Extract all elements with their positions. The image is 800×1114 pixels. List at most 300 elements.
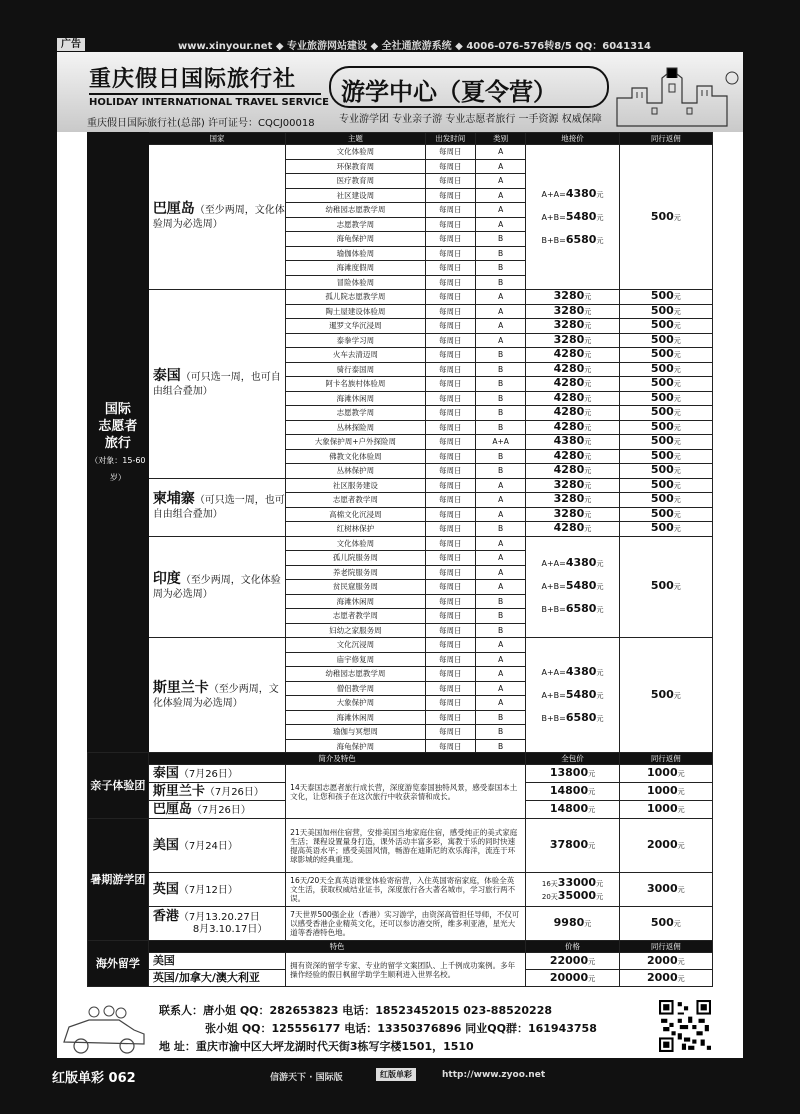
commission-value: 500 [650,333,674,346]
theme-cell: 妇幼之家服务周 [286,623,425,638]
summer-price-value-3: 9980 [553,916,585,929]
commission-cell [619,493,712,508]
local-price-cell [526,406,619,421]
departure-cell: 每周日 [425,333,475,348]
departure-cell: 每周日 [425,246,475,261]
summer-date-3: （7月13.20.27日 [178,912,260,923]
local-price-cell [526,420,619,435]
theme-cell: 骑行泰国周 [286,362,425,377]
page-title: 游学中心（夏令营） [341,78,557,106]
commission-cell [619,348,712,363]
category-cell: A [475,319,525,334]
theme-cell: 火车去清迈周 [286,348,425,363]
category-cell: B [475,594,525,609]
family-price-value-2: 14800 [549,784,589,797]
table-row [88,145,713,160]
summer-trip-1 [148,819,285,873]
combo-price-line [526,552,618,575]
departure-cell: 每周日 [425,725,475,740]
theme-cell: 志愿者教学周 [286,609,425,624]
table-row [88,638,713,653]
unit-label: 元 [673,467,681,476]
table-row [88,478,713,493]
summer-side-label [88,819,149,941]
departure-cell: 每周日 [425,348,475,363]
commission-value: 500 [650,434,674,448]
category-cell: B [475,739,525,754]
summer-price-20d [526,890,618,903]
unit-label: 元 [584,336,592,345]
category-cell: B [475,391,525,406]
unit-label: 元 [673,380,681,389]
summer-desc-1: 21天美国加州住宿营，安排美国当地家庭住宿，感受纯正的美式家庭生活；课程设置量身打造，课外活动丰富多彩，寓教于乐的同时快速提高英语水平；感受美国风情，畅游在迪斯尼的欢乐海洋，流连于环球影城的经典重现。 [286,819,526,873]
unit-label: 元 [584,920,592,928]
category-cell: A [475,638,525,653]
combo-value: 5480 [565,579,597,593]
unit-label: 元 [596,879,604,888]
commission-value: 500 [650,478,674,491]
theme-cell: 文化沉浸周 [286,638,425,653]
unit-label: 元 [677,770,685,778]
category-cell: B [475,609,525,624]
label-16d: 16天 [541,879,558,888]
combo-value: 5480 [565,209,597,223]
commission-cell [619,435,712,450]
side-label-line-1: 国际 [104,401,131,417]
combo-price-line [526,684,618,707]
table-row [88,873,713,907]
departure-cell: 每周日 [425,275,475,290]
departure-cell: 每周日 [425,507,475,522]
combo-value: 4380 [565,665,597,678]
departure-cell: 每周日 [425,174,475,189]
category-cell: A [475,507,525,522]
departure-cell: 每周日 [425,681,475,696]
combo-unit: 元 [596,583,604,592]
unit-label: 元 [584,351,592,360]
departure-cell: 每周日 [425,609,475,624]
departure-cell: 每周日 [425,478,475,493]
combo-price-line [526,229,618,252]
col-header-theme: 主题 [286,133,425,145]
unit-label: 元 [673,307,681,316]
family-country-3: 巴厘岛 [152,801,192,817]
theme-cell: 红树林保护 [286,522,425,537]
study-commission-value-2: 2000 [647,970,678,984]
unit-label: 元 [588,842,596,850]
local-price-cell [526,319,619,334]
commission-cell [619,478,712,493]
combo-unit: 元 [596,560,604,569]
family-trip-3 [148,801,285,819]
combo-label: A+A= [541,189,566,199]
combo-unit: 元 [596,190,604,199]
family-table [87,752,713,987]
unit-label: 元 [584,438,592,447]
country-note: （至少两周，文化体验周为必选周） [152,574,281,600]
col-header-category: 类别 [475,133,525,145]
local-price-cell [526,449,619,464]
departure-cell: 每周日 [425,319,475,334]
commission-value: 500 [650,521,674,535]
family-price-2 [526,783,619,801]
local-price-value: 3280 [553,478,585,491]
local-price-value: 4280 [553,521,585,535]
side-label-line-3: 旅行 [104,435,131,451]
unit-label: 元 [584,307,592,316]
combo-label: A+B= [541,691,566,700]
local-price-cell [526,478,619,493]
study-country-2 [148,970,285,987]
combo-price-line [526,206,618,229]
family-commission-value-1: 1000 [647,766,678,779]
unit-label: 元 [584,496,592,505]
country-note: （至少两周，文化体验周为必选周） [152,205,285,230]
departure-cell: 每周日 [425,145,475,160]
theme-cell: 泰拳学习周 [286,333,425,348]
study-price-value-1: 22000 [549,953,589,967]
local-price-cell [526,391,619,406]
ad-line: www.xinyour.net ◆ 专业旅游网站建设 ◆ 全社通旅游系统 ◆ 4006-076-576转8/5 QQ：6041314 [178,41,651,52]
unit-label: 元 [588,806,596,814]
commission-value: 500 [650,304,674,317]
theme-cell: 文化体验周 [286,145,425,160]
summer-desc-2: 16天/20天全真英语课堂体验寄宿营，入住英国寄宿家庭，体验全英文生活，获取权威结业证书，深度旅行各大著名城市，学习旅行两不误。 [286,873,526,907]
summer-date-3b: 8月3.10.17日） [192,924,268,935]
departure-cell: 每周日 [425,159,475,174]
combo-price-line [526,661,618,684]
combo-value: 4380 [565,186,597,200]
combo-label: A+B= [541,582,566,592]
page-label: 红版单彩 062 [52,1071,136,1086]
commission-cell [619,449,712,464]
departure-cell: 每周日 [425,391,475,406]
combo-label: B+B= [541,605,566,615]
combo-price-line [526,183,618,206]
unit-label: 元 [677,886,685,894]
study-commission-1 [619,953,712,970]
category-cell: A [475,478,525,493]
combo-value: 6580 [565,602,597,616]
category-cell: B [475,377,525,392]
local-price-cell [526,464,619,479]
category-cell: B [475,623,525,638]
commission-value: 500 [650,507,674,520]
category-cell: A [475,536,525,551]
combo-unit: 元 [596,236,604,245]
family-country-1: 泰国 [152,765,179,781]
theme-cell: 社区建设周 [286,188,425,203]
theme-cell: 庙宇修复周 [286,652,425,667]
family-date-1: （7月26日） [178,768,238,780]
family-side-text: 亲子体验团 [90,779,146,792]
unit-label: 元 [584,525,592,534]
commission-value: 500 [650,376,674,390]
commission-value: 500 [650,289,674,303]
family-price-value-1: 13800 [549,766,589,779]
unit-label: 元 [588,957,596,966]
unit-label: 元 [588,788,596,796]
study-price-2 [526,970,619,987]
departure-cell: 每周日 [425,232,475,247]
summer-date-1: （7月24日） [178,840,238,852]
unit-label: 元 [673,481,681,490]
country-note: （可只选一周，也可自由组合叠加） [152,371,281,397]
commission-cell [619,333,712,348]
departure-cell: 每周日 [425,304,475,319]
local-price-cell [526,507,619,522]
local-price-value: 3280 [553,333,585,346]
summer-commission-1 [619,819,712,873]
category-cell: B [475,362,525,377]
unit-label: 元 [584,380,592,389]
commission-cell [619,391,712,406]
study-commission-2 [619,970,712,987]
unit-label: 元 [584,452,592,461]
departure-cell: 每周日 [425,377,475,392]
departure-cell: 每周日 [425,580,475,595]
category-cell: A [475,217,525,232]
study-col-price: 价格 [526,941,619,953]
summer-commission-value-2: 3000 [647,882,678,895]
summer-desc-3: 7天世界500强企业（香港）实习游学，由资深高管担任导师，不仅可以感受香港企业精英文化，还可以参访港交所，维多利亚港，星光大道等香港特色地。 [286,907,526,941]
country-note: （可只选一周，也可自由组合叠加） [152,495,285,520]
commission-cell [619,319,712,334]
unit-label: 元 [673,423,681,432]
unit-label: 元 [677,974,685,983]
combo-price-cell [526,536,619,638]
country-cell [148,145,285,290]
local-price-cell [526,493,619,508]
local-price-value: 4280 [553,376,585,390]
theme-cell: 贫民窟服务周 [286,580,425,595]
unit-label: 元 [588,770,596,778]
departure-cell: 每周日 [425,449,475,464]
theme-cell: 冒险体验周 [286,275,425,290]
category-cell: B [475,449,525,464]
family-commission-2 [619,783,712,801]
unit-label: 元 [673,692,681,700]
category-cell: B [475,522,525,537]
commission-cell [619,638,712,754]
combo-label: B+B= [541,714,566,723]
departure-cell: 每周日 [425,464,475,479]
commission-value: 500 [650,318,674,332]
study-price-value-2: 20000 [549,970,589,984]
combo-label: A+B= [541,212,566,222]
theme-cell: 环保教育周 [286,159,425,174]
category-cell: A [475,551,525,566]
volunteer-side-label [88,133,149,754]
unit-label: 元 [673,409,681,418]
category-cell: B [475,261,525,276]
departure-cell: 每周日 [425,420,475,435]
departure-cell: 每周日 [425,536,475,551]
family-side-label [88,753,149,819]
theme-cell: 幼稚园志愿教学周 [286,203,425,218]
summer-country-3: 香港 [152,909,179,924]
unit-label: 元 [584,510,592,519]
unit-label: 元 [673,394,681,403]
theme-cell: 暹罗文华沉浸周 [286,319,425,334]
combo-unit: 元 [596,669,604,677]
category-cell: B [475,710,525,725]
departure-cell: 每周日 [425,710,475,725]
category-cell: B [475,406,525,421]
summer-trip-2 [148,873,285,907]
family-date-3: （7月26日） [191,804,251,816]
summer-country-2: 英国 [152,881,179,897]
theme-cell: 海滩休闲周 [286,594,425,609]
combo-price-cell [526,638,619,754]
combo-unit: 元 [596,606,604,615]
theme-cell: 丛林探险周 [286,420,425,435]
departure-cell: 每周日 [425,362,475,377]
category-cell: A [475,304,525,319]
combo-price-line [526,598,618,621]
departure-cell: 每周日 [425,290,475,305]
summer-side-text: 暑期游学团 [90,873,146,886]
theme-cell: 大象保护周+户外探险周 [286,435,425,450]
unit-label: 元 [677,788,685,796]
commission-cell [619,406,712,421]
category-cell: B [475,232,525,247]
combo-price-line [526,575,618,598]
unit-label: 元 [596,892,604,901]
unit-label: 元 [584,409,592,418]
footer-url[interactable]: http://www.zyoo.net [442,1070,546,1080]
summer-price-3 [526,907,619,941]
col-header-country: 国家 [148,133,285,145]
local-price-value: 4280 [553,362,585,375]
local-price-value: 4380 [553,434,585,448]
theme-cell: 海龟保护周 [286,232,425,247]
category-cell: A [475,667,525,682]
commission-cell [619,464,712,479]
table-row [88,953,713,970]
local-price-cell [526,348,619,363]
commission-value: 500 [650,362,674,375]
category-cell: A [475,290,525,305]
category-cell: A [475,203,525,218]
study-price-1 [526,953,619,970]
unit-label: 元 [673,293,681,302]
family-col-commission: 同行返佣 [619,753,712,765]
category-cell: A [475,696,525,711]
commission-cell [619,290,712,305]
publication-name: 信游天下 · 国际版 [270,1073,343,1083]
price-20d: 35000 [557,888,597,902]
commission-value: 500 [650,209,674,223]
summer-commission-3 [619,907,712,941]
family-price-3 [526,801,619,819]
study-description: 拥有资深的留学专家、专业的留学文案团队、上千例成功案例。多年操作经验的假日枫留学助学生顺利进入世界名校。 [286,953,526,987]
theme-cell: 海滩休闲周 [286,710,425,725]
poster-sheet [57,52,743,1058]
departure-cell: 每周日 [425,551,475,566]
local-price-value: 4280 [553,405,585,419]
family-col-price: 全包价 [526,753,619,765]
country-name: 巴厘岛 [152,201,195,217]
family-col-desc: 简介及特色 [148,753,526,765]
unit-label: 元 [673,322,681,331]
commission-value: 500 [650,688,674,701]
side-label-note: （对象：15-60岁） [90,455,146,482]
theme-cell: 瑜伽与冥想周 [286,725,425,740]
car-cartoon-illustration [59,1002,149,1056]
commission-value: 500 [650,579,674,593]
unit-label: 元 [673,452,681,461]
contact-line-1: 联系人：唐小姐 QQ：282653823 电话：18523452015 023-88520228 [159,1004,553,1017]
combo-label: A+A= [541,559,566,569]
theme-cell: 医疗教育周 [286,174,425,189]
table-row [88,819,713,873]
theme-cell: 志愿教学周 [286,217,425,232]
departure-cell: 每周日 [425,217,475,232]
local-price-value: 3280 [553,492,585,506]
local-price-cell [526,362,619,377]
unit-label: 元 [677,842,685,850]
combo-value: 5480 [565,688,597,701]
theme-cell: 阿卡名族村体验周 [286,377,425,392]
local-price-value: 4280 [553,391,585,404]
logo-english: HOLIDAY INTERNATIONAL TRAVEL SERVICE [89,97,329,108]
volunteer-header-row [88,133,713,145]
departure-cell: 每周日 [425,667,475,682]
country-cell [148,290,285,479]
unit-label: 元 [584,365,592,374]
combo-label: B+B= [541,235,566,245]
family-commission-value-3: 1000 [647,802,678,815]
summer-trip-3 [148,907,285,941]
departure-cell: 每周日 [425,565,475,580]
theme-cell: 海龟保护周 [286,739,425,754]
table-row [88,536,713,551]
summer-commission-2 [619,873,712,907]
category-cell: A [475,174,525,189]
summer-price-2 [526,873,619,907]
theme-cell: 高棉文化沉浸周 [286,507,425,522]
category-cell: A [475,580,525,595]
category-cell: A [475,681,525,696]
summer-commission-value-3: 500 [650,916,674,929]
country-cell [148,536,285,638]
category-cell: A [475,565,525,580]
local-price-value: 4280 [553,449,585,462]
summer-commission-value-1: 2000 [647,838,678,851]
category-cell: B [475,464,525,479]
commission-cell [619,145,712,290]
unit-label: 元 [673,438,681,447]
departure-cell: 每周日 [425,203,475,218]
contact-line-3: 地 址：重庆市渝中区大坪龙湖时代天街3栋写字楼1501，1510 [159,1040,474,1053]
commission-cell [619,304,712,319]
qr-code [659,1000,711,1052]
category-cell: A [475,333,525,348]
local-price-value: 3280 [553,507,585,520]
commission-value: 500 [650,405,674,419]
family-commission-3 [619,801,712,819]
theme-cell: 僧侣教学周 [286,681,425,696]
category-cell: A [475,159,525,174]
commission-value: 500 [650,420,674,433]
summer-country-1: 美国 [152,837,179,853]
summer-price-1 [526,819,619,873]
local-price-cell [526,377,619,392]
local-price-value: 4280 [553,420,585,433]
departure-cell: 每周日 [425,522,475,537]
combo-price-cell [526,145,619,290]
